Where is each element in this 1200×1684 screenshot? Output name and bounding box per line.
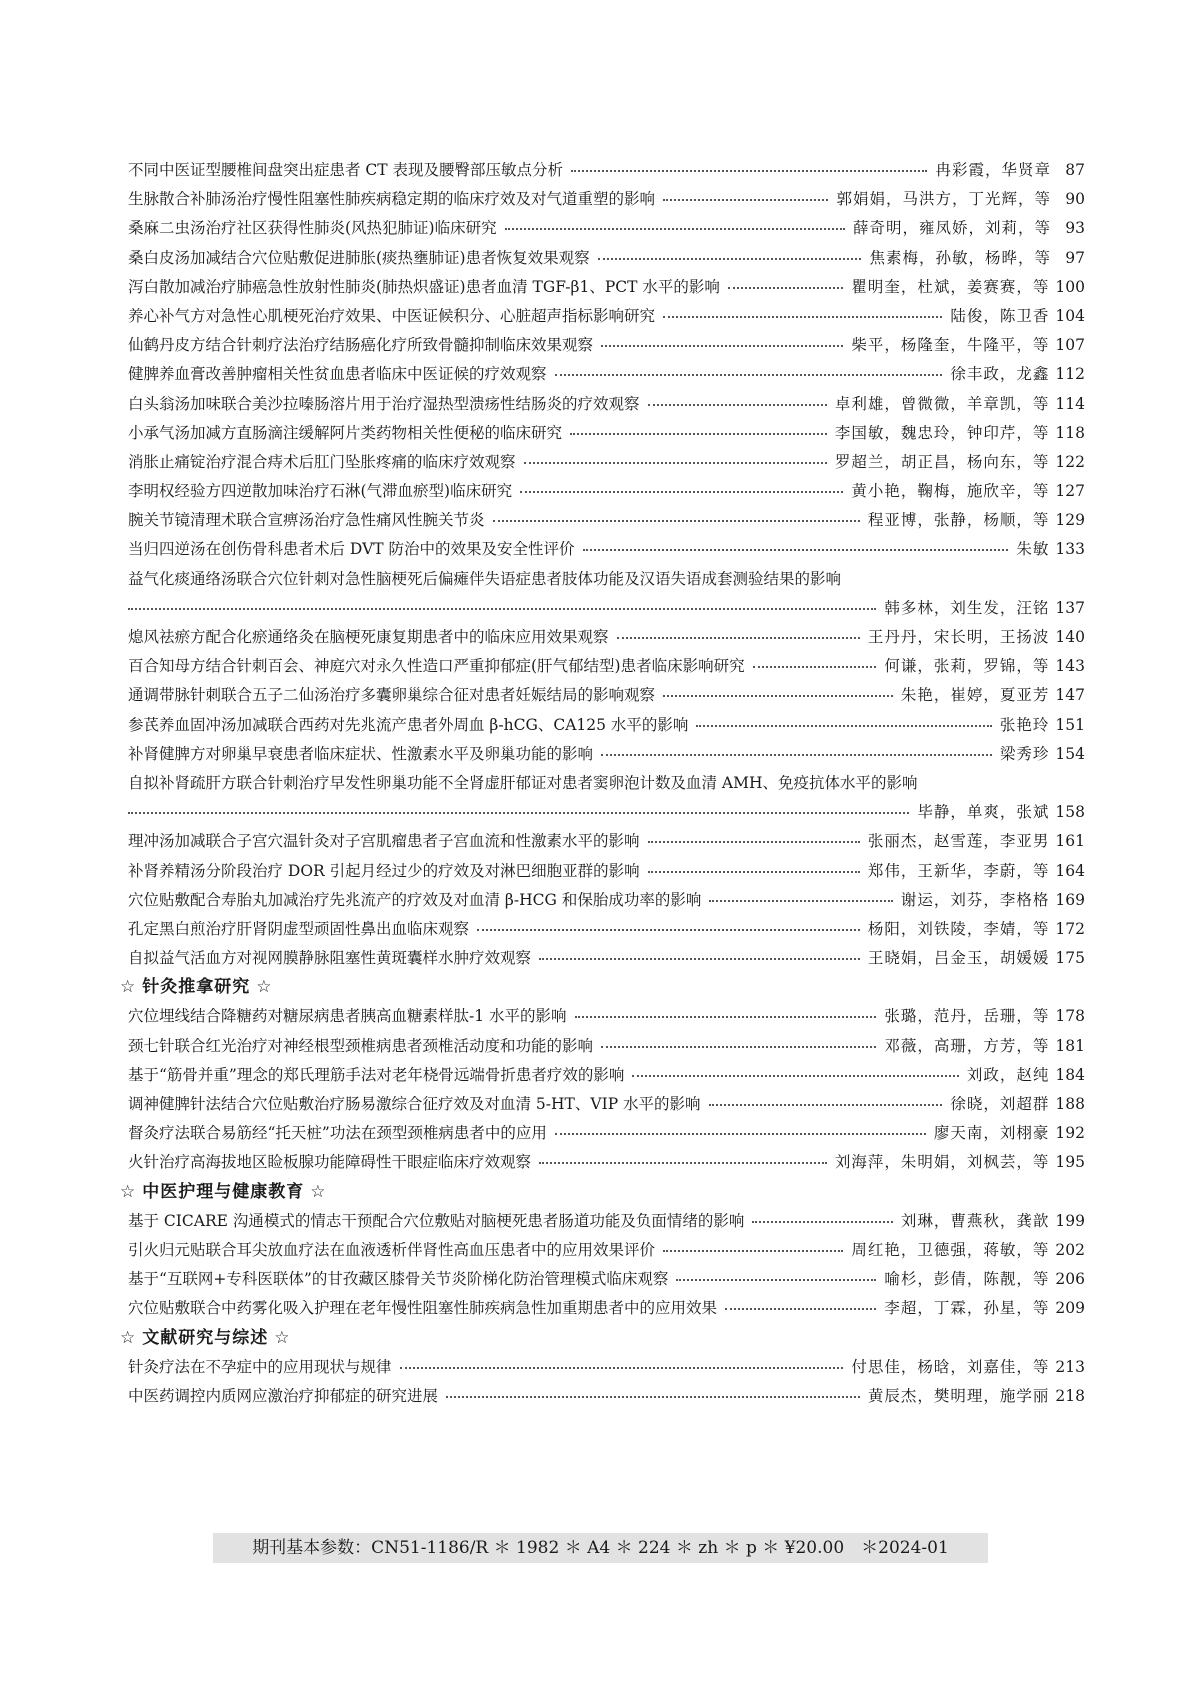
entry-page: 175 [1055,949,1085,968]
toc-entry[interactable] [128,244,1085,273]
dot-leader [663,1240,843,1252]
toc-entry-line [128,390,1085,419]
entry-authors: 朱艳，崔婷，夏亚芳 [900,686,1050,705]
entry-title: 基于 CICARE 沟通模式的情志干预配合穴位敷贴对脑梗死患者肠道功能及负面情绪的影响 [128,1211,745,1230]
toc-entry[interactable] [128,477,1085,506]
entry-title: 泻白散加减治疗肺癌急性放射性肺炎(肺热炽盛证)患者血清 TGF-β1、PCT 水平的影响 [128,277,720,296]
entry-authors: 邓薇，高珊，方芳，等 [884,1036,1050,1055]
toc-entry-line [128,244,1085,273]
section-heading [114,1178,1085,1207]
entry-title: 补肾健脾方对卵巢早衰患者临床症状、性激素水平及卵巢功能的影响 [128,744,594,763]
toc-entry[interactable] [128,185,1085,214]
dot-leader [524,452,827,464]
entry-page: 202 [1055,1240,1085,1259]
dot-leader [128,802,909,814]
entry-title: 理冲汤加减联合子宫穴温针灸对子宫肌瘤患者子宫血流和性激素水平的影响 [128,832,640,851]
toc-entry[interactable] [128,681,1085,710]
dot-leader [446,1386,860,1398]
entry-authors: 程亚博，张静，杨顺，等 [867,511,1050,530]
dot-leader [570,423,827,435]
toc-entry-line [128,1119,1085,1148]
table-of-contents [120,156,1085,1411]
toc-entry[interactable] [128,214,1085,243]
entry-authors: 徐丰政，龙鑫 [950,365,1050,384]
dot-leader [571,160,927,172]
journal-parameters-footer: 期刊基本参数：CN51-1186/R ＊ 1982 ＊ A4 ＊ 224 ＊ zh ＊ p ＊ ¥20.00 ＊2024-01 [213,1533,988,1563]
toc-entry-line [128,1207,1085,1236]
toc-entry-line [128,857,1085,886]
dot-leader [598,248,862,260]
entry-title: 仙鹤丹皮方结合针刺疗法治疗结肠癌化疗所致骨髓抑制临床效果观察 [128,336,594,355]
entry-authors: 卓利雄，曾微微，羊章凯，等 [834,394,1050,413]
toc-entry-line [128,360,1085,389]
dot-leader [663,306,942,318]
entry-page: 178 [1055,1007,1085,1026]
entry-title: 当归四逆汤在创伤骨科患者术后 DVT 防治中的效果及安全性评价 [128,540,575,559]
dot-leader [555,364,943,376]
dot-leader [725,1298,876,1310]
section-title: 文献研究与综述 [142,1327,269,1348]
toc-entry-line [128,1236,1085,1265]
dot-leader [709,890,893,902]
entry-page: 87 [1065,161,1085,179]
entry-authors: 瞿明奎，杜斌，姜赛赛，等 [851,277,1050,296]
entry-title: 小承气汤加减方直肠滴注缓解阿片类药物相关性便秘的临床研究 [128,423,563,442]
entry-title: 穴位贴敷配合寿胎丸加减治疗先兆流产的疗效及对血清 β-HCG 和保胎成功率的影响 [128,890,702,909]
entry-page: 147 [1055,686,1085,705]
toc-entry[interactable] [128,857,1085,886]
entry-authors: 薛奇明，雍凤娇，刘莉，等 [852,219,1051,238]
entry-title: 督灸疗法联合易筋经“托天桩”功法在颈型颈椎病患者中的应用 [128,1124,547,1143]
entry-authors: 何谦，张莉，罗锦，等 [884,657,1050,676]
entry-page: 143 [1055,657,1085,676]
entry-title: 益气化痰通络汤联合穴位针刺对急性脑梗死后偏瘫伴失语症患者肢体功能及汉语失语成套测验结果的影响 [128,569,842,588]
toc-entry-line [128,827,1085,856]
entry-title: 李明权经验方四逆散加味治疗石淋(气滞血瘀型)临床研究 [128,482,513,501]
entry-title: 通调带脉针刺联合五子二仙汤治疗多囊卵巢综合征对患者妊娠结局的影响观察 [128,686,656,705]
entry-page: 97 [1065,248,1085,267]
entry-title: 补肾养精汤分阶段治疗 DOR 引起月经过少的疗效及对淋巴细胞亚群的影响 [128,861,640,880]
dot-leader [663,189,828,201]
entry-authors: 杨阳，刘铁陵，李婧，等 [867,919,1050,938]
entry-authors: 焦素梅，孙敏，杨晔，等 [869,248,1051,267]
toc-entry-line [128,623,1085,652]
toc-entry-line [128,273,1085,302]
entry-authors: 郑伟，王新华，李蔚，等 [867,861,1050,880]
toc-entry-line [128,944,1085,973]
toc-entry-title-line [128,565,1085,594]
dot-leader [400,1357,844,1369]
entry-page: 164 [1055,861,1085,880]
entry-authors: 刘政，赵纯 [966,1065,1050,1084]
section-title: 针灸推拿研究 [142,977,251,998]
entry-page: 127 [1055,482,1085,501]
toc-entry-line [128,506,1085,535]
section-heading [114,973,1085,1002]
entry-page: 100 [1055,277,1085,296]
entry-authors: 朱敏 [1016,540,1050,559]
entry-authors: 王晓娟，吕金玉，胡媛媛 [867,949,1050,968]
dot-leader [617,627,860,639]
toc-entry-line [128,331,1085,360]
toc-entry[interactable] [128,331,1085,360]
toc-entry-line [128,1294,1085,1323]
dot-leader [601,744,992,756]
entry-page: 199 [1055,1211,1085,1230]
dot-leader [555,1123,926,1135]
toc-entry-line [128,681,1085,710]
toc-entry-line [128,1090,1085,1119]
dot-leader [520,481,843,493]
star-icon: ☆ [274,1327,291,1348]
entry-authors: 谢运，刘芬，李格格 [900,890,1050,909]
entry-authors: 廖天南，刘栩豪 [933,1124,1050,1143]
entry-authors: 黄小艳，鞠梅，施欣辛，等 [851,482,1050,501]
toc-entry-line [128,185,1085,214]
entry-authors: 王丹丹，宋长明，王扬波 [867,628,1050,646]
entry-page: 90 [1065,190,1085,209]
toc-entry[interactable] [128,1032,1085,1061]
toc-entry-line [128,1032,1085,1061]
toc-entry[interactable] [128,1119,1085,1148]
entry-authors: 周红艳，卫德强，蒋敏，等 [851,1240,1050,1259]
dot-leader [601,1036,876,1048]
section-title: 中医护理与健康教育 [142,1181,305,1202]
star-icon: ☆ [310,1181,327,1202]
toc-entry[interactable] [128,711,1085,740]
entry-authors: 黄辰杰，樊明理，施学丽 [867,1386,1050,1405]
entry-page: 93 [1065,219,1085,238]
toc-entry-line [128,419,1085,448]
entry-title: 颈七针联合红光治疗对神经根型颈椎病患者颈椎活动度和功能的影响 [128,1036,594,1055]
toc-entry-line [128,1061,1085,1090]
entry-authors: 张璐，范丹，岳珊，等 [884,1007,1050,1026]
entry-authors: 徐晓，刘超群 [950,1095,1050,1113]
toc-entry-line [128,652,1085,681]
entry-authors: 陆俊，陈卫香 [950,306,1050,325]
entry-page: 195 [1055,1153,1085,1172]
entry-authors: 柴平，杨隆奎，牛隆平，等 [851,336,1050,355]
section-heading [114,1324,1085,1353]
toc-entry[interactable] [128,1002,1085,1031]
toc-entry[interactable] [128,448,1085,477]
entry-title: 桑麻二虫汤治疗社区获得性肺炎(风热犯肺证)临床研究 [128,219,497,238]
toc-entry-line [128,1265,1085,1294]
toc-entry[interactable] [128,1090,1085,1119]
entry-page: 169 [1055,890,1085,909]
dot-leader [128,598,876,610]
toc-entry[interactable] [128,565,1085,623]
toc-entry-author-line [128,798,1085,827]
dot-leader [477,919,860,931]
entry-title: 穴位贴敷联合中药雾化吸入护理在老年慢性阻塞性肺疾病急性加重期患者中的应用效果 [128,1299,718,1318]
toc-entry[interactable] [128,390,1085,419]
toc-entry[interactable] [128,302,1085,331]
entry-page: 104 [1055,306,1085,325]
toc-entry-line [128,1148,1085,1177]
toc-entry[interactable] [128,535,1085,564]
entry-page: 192 [1055,1124,1085,1143]
entry-authors: 李超，丁霖，孙星，等 [884,1299,1050,1318]
toc-entry[interactable] [128,506,1085,535]
toc-entry[interactable] [128,769,1085,827]
star-icon: ☆ [120,977,137,998]
entry-title: 桑白皮汤加减结合穴位贴敷促进肺胀(痰热壅肺证)患者恢复效果观察 [128,248,590,267]
entry-title: 参芪养血固冲汤加减联合西药对先兆流产患者外周血 β-hCG、CA125 水平的影响 [128,715,689,734]
toc-entry-line [128,302,1085,331]
toc-entry[interactable] [128,915,1085,944]
toc-entry-line [128,740,1085,769]
entry-authors: 梁秀珍 [999,744,1050,763]
entry-title: 不同中医证型腰椎间盘突出症患者 CT 表现及腰臀部压敏点分析 [128,161,564,179]
entry-page: 181 [1055,1036,1085,1055]
toc-entry-line [128,535,1085,564]
toc-entry[interactable] [128,360,1085,389]
dot-leader [539,1152,827,1164]
entry-title: 基于“互联网+专科医联体”的甘孜藏区膝骨关节炎阶梯化防治管理模式临床观察 [128,1270,669,1289]
entry-title: 中医药调控内质网应激治疗抑郁症的研究进展 [128,1386,439,1405]
toc-entry-line [128,886,1085,915]
toc-entry[interactable] [128,1236,1085,1265]
toc-entry[interactable] [128,1207,1085,1236]
toc-entry-line [128,214,1085,243]
entry-page: 188 [1055,1095,1085,1113]
dot-leader [539,948,860,960]
toc-entry-line [128,915,1085,944]
entry-authors: 毕静，单爽，张斌 [917,803,1050,822]
dot-leader [696,715,991,727]
entry-page: 140 [1055,628,1085,646]
entry-title: 生脉散合补肺汤治疗慢性阻塞性肺疾病稳定期的临床疗效及对气道重塑的影响 [128,190,656,209]
entry-page: 213 [1055,1357,1085,1376]
entry-title: 健脾养血膏改善肿瘤相关性贫血患者临床中医证候的疗效观察 [128,365,547,384]
toc-entry[interactable] [128,273,1085,302]
entry-title: 孔定黑白煎治疗肝肾阴虚型顽固性鼻出血临床观察 [128,919,470,938]
toc-entry-line [128,477,1085,506]
toc-entry[interactable] [128,1382,1085,1411]
entry-title: 火针治疗高海拔地区睑板腺功能障碍性干眼症临床疗效观察 [128,1153,532,1172]
star-icon: ☆ [120,1181,137,1202]
toc-entry-line [128,1353,1085,1382]
entry-page: 137 [1055,598,1085,617]
entry-page: 133 [1055,540,1085,559]
dot-leader [601,335,843,347]
dot-leader [676,1269,876,1281]
dot-leader [648,831,860,843]
entry-title: 百合知母方结合针刺百会、神庭穴对永久性造口严重抑郁症(肝气郁结型)患者临床影响研究 [128,657,745,676]
entry-authors: 付思佳，杨晗，刘嘉佳，等 [851,1357,1050,1376]
dot-leader [752,1211,893,1223]
entry-page: 122 [1055,452,1085,471]
dot-leader [493,510,860,522]
entry-title: 熄风祛瘀方配合化瘀通络灸在脑梗死康复期患者中的临床应用效果观察 [128,628,609,646]
toc-entry-line [128,711,1085,740]
entry-title: 腕关节镜清理术联合宣痹汤治疗急性痛风性腕关节炎 [128,511,485,530]
toc-entry-line [128,1002,1085,1031]
entry-authors: 郭娟娟，马洪方，丁光辉，等 [836,190,1051,209]
entry-authors: 李国敏，魏忠玲，钟印芹，等 [834,423,1050,442]
entry-title: 消胀止痛锭治疗混合痔术后肛门坠胀疼痛的临床疗效观察 [128,452,516,471]
entry-page: 129 [1055,511,1085,530]
toc-entry[interactable] [128,652,1085,681]
dot-leader [663,685,893,697]
entry-title: 针灸疗法在不孕症中的应用现状与规律 [128,1357,392,1376]
dot-leader [753,656,877,668]
entry-page: 112 [1055,365,1085,384]
entry-page: 206 [1055,1270,1085,1289]
entry-authors: 刘琳，曹燕秋，龚歆 [900,1211,1050,1230]
entry-page: 154 [1055,744,1085,763]
entry-page: 158 [1055,803,1085,822]
entry-authors: 冉彩霞，华贤章 [935,161,1051,179]
toc-entry[interactable] [128,740,1085,769]
entry-page: 184 [1055,1065,1085,1084]
entry-title: 基于“筋骨并重”理念的郑氏理筋手法对老年桡骨远端骨折患者疗效的影响 [128,1065,625,1084]
entry-authors: 张艳玲 [999,715,1050,734]
entry-title: 白头翁汤加味联合美沙拉嗪肠溶片用于治疗湿热型溃疡性结肠炎的疗效观察 [128,394,640,413]
toc-entry[interactable] [128,827,1085,856]
entry-page: 114 [1055,394,1085,413]
dot-leader [575,1006,877,1018]
entry-authors: 张丽杰，赵雪莲，李亚男 [867,832,1050,851]
entry-page: 172 [1055,919,1085,938]
toc-entry[interactable] [128,623,1085,652]
toc-entry-line [128,156,1085,185]
star-icon: ☆ [256,977,273,998]
entry-title: 自拟益气活血方对视网膜静脉阻塞性黄斑囊样水肿疗效观察 [128,949,532,968]
entry-title: 穴位埋线结合降糖药对糖尿病患者胰高血糖素样肽-1 水平的影响 [128,1007,567,1026]
entry-title: 调神健脾针法结合穴位贴敷治疗肠易激综合征疗效及对血清 5-HT、VIP 水平的影响 [128,1095,701,1113]
dot-leader [728,277,843,289]
toc-entry[interactable] [128,1061,1085,1090]
entry-page: 161 [1055,832,1085,851]
entry-page: 107 [1055,336,1085,355]
toc-entry[interactable] [128,1353,1085,1382]
entry-authors: 喻杉，彭倩，陈靓，等 [884,1270,1050,1289]
toc-entry[interactable] [128,1265,1085,1294]
entry-authors: 刘海萍，朱明娟，刘枫芸，等 [834,1153,1050,1172]
toc-entry[interactable] [128,156,1085,185]
dot-leader [648,394,827,406]
dot-leader [505,218,845,230]
toc-entry[interactable] [128,944,1085,973]
toc-entry[interactable] [128,1294,1085,1323]
entry-page: 118 [1055,423,1085,442]
entry-authors: 罗超兰，胡正昌，杨向东，等 [834,452,1050,471]
star-icon: ☆ [120,1327,137,1348]
dot-leader [583,539,1009,551]
dot-leader [632,1065,959,1077]
dot-leader [648,861,860,873]
toc-entry-line [128,448,1085,477]
toc-entry[interactable] [128,886,1085,915]
entry-authors: 韩多林，刘生发，汪铭 [884,598,1050,617]
toc-entry-author-line [128,594,1085,623]
entry-page: 218 [1055,1386,1085,1405]
toc-entry-line [128,1382,1085,1411]
entry-title: 养心补气方对急性心肌梗死治疗效果、中医证候积分、心脏超声指标影响研究 [128,306,656,325]
entry-page: 209 [1055,1299,1085,1318]
entry-page: 151 [1055,715,1085,734]
toc-entry-title-line [128,769,1085,798]
entry-title: 自拟补肾疏肝方联合针刺治疗早发性卵巢功能不全肾虚肝郁证对患者窦卵泡计数及血清 AMH、免疫抗体水平的影响 [128,773,918,792]
toc-entry[interactable] [128,419,1085,448]
toc-entry[interactable] [128,1148,1085,1177]
dot-leader [709,1094,943,1106]
entry-title: 引火归元贴联合耳尖放血疗法在血液透析伴肾性高血压患者中的应用效果评价 [128,1240,656,1259]
